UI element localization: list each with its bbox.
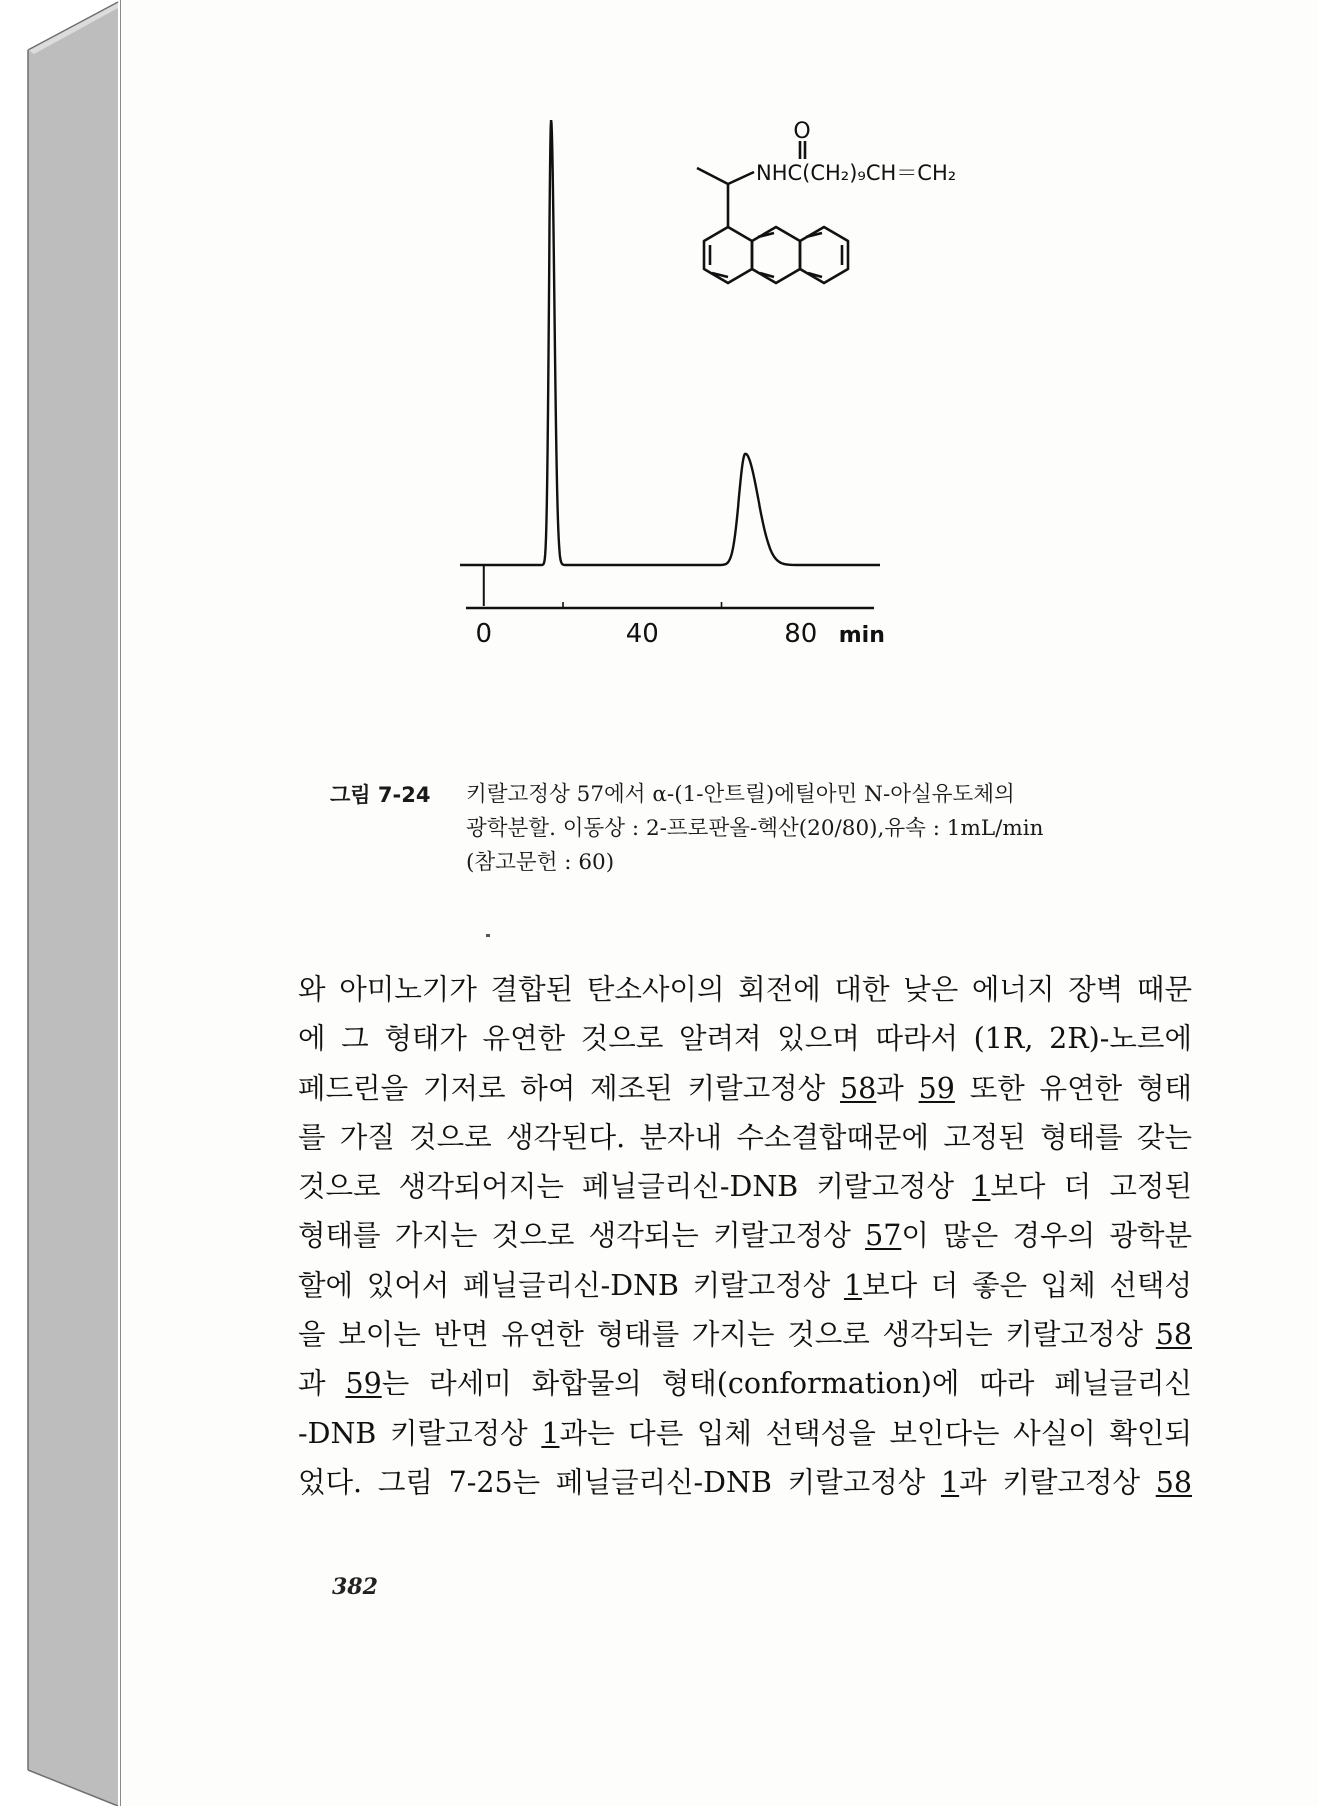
methyl-bond <box>697 168 728 184</box>
time-axis <box>466 602 885 649</box>
text-run: 는 라세미 화합물의 형태(conformation)에 따라 페닐글리신 <box>381 1367 1192 1401</box>
text-run: 과는 다른 입체 선택성을 보인다는 사실이 확인되 <box>559 1416 1192 1450</box>
compound-reference: 58 <box>1155 1465 1192 1499</box>
figure-chromatogram <box>460 120 1020 750</box>
compound-reference: 1 <box>972 1170 991 1204</box>
oxygen-label: O <box>793 120 811 144</box>
caption-line-3: (참고문헌 : 60) <box>466 850 615 875</box>
text-line <box>298 1409 1192 1458</box>
text-line <box>298 1064 1192 1113</box>
text-line <box>298 1310 1192 1359</box>
text-run: 과 <box>876 1071 919 1105</box>
compound-reference: 1 <box>843 1268 863 1302</box>
caption-line-2: 광학분할. 이동상 : 2-프로판올-헥산(20/80),유속 : 1mL/min <box>466 816 1044 841</box>
text-run: 또한 유연한 형태 <box>954 1071 1192 1105</box>
text-run: 페드린을 기저로 하여 제조된 키랄고정상 <box>298 1071 841 1105</box>
text-line <box>298 1211 1192 1260</box>
book-spine-edge <box>0 0 122 1806</box>
compound-reference: 58 <box>840 1071 877 1105</box>
text-run: 것으로 생각되어지는 페닐글리신-DNB 키랄고정상 <box>298 1170 973 1204</box>
side-chain-label: NHC(CH₂)₉CH＝CH₂ <box>756 161 957 185</box>
text-run: -DNB 키랄고정상 <box>298 1416 542 1450</box>
detector-signal <box>460 120 880 565</box>
scan-speck <box>486 934 490 937</box>
text-run: 할에 있어서 페닐글리신-DNB 키랄고정상 <box>298 1268 844 1302</box>
compound-reference: 57 <box>865 1219 902 1253</box>
nh-bond <box>728 172 754 184</box>
compound-reference: 58 <box>1155 1318 1192 1352</box>
text-line <box>298 1261 1192 1310</box>
figure-number: 그림 7-24 <box>330 783 431 807</box>
text-line <box>298 1359 1192 1408</box>
compound-reference: 59 <box>345 1367 382 1401</box>
text-run: 와 아미노기가 결합된 탄소사이의 회전에 대한 낮은 에너지 장벽 때문 <box>298 973 1192 1006</box>
text-line <box>298 1014 1192 1063</box>
axis-unit-label: min <box>838 623 885 648</box>
compound-reference: 1 <box>541 1416 560 1450</box>
compound-reference: 1 <box>940 1465 960 1499</box>
text-run: 보다 더 고정된 <box>990 1170 1192 1204</box>
text-run: 었다. 그림 7-25는 페닐글리신-DNB 키랄고정상 <box>298 1465 941 1499</box>
tick-label: 80 <box>784 619 818 649</box>
text-run: 을 보이는 반면 유연한 형태를 가지는 것으로 생각되는 키랄고정상 <box>298 1318 1156 1352</box>
text-line <box>298 1162 1192 1211</box>
text-line <box>298 1113 1192 1162</box>
page-number: 382 <box>332 1574 378 1600</box>
text-run: 과 키랄고정상 <box>959 1465 1156 1499</box>
chromatogram-trace <box>460 120 880 606</box>
caption-line-1: 키랄고정상 57에서 α-(1-안트릴)에틸아민 N-아실유도체의 <box>466 782 1015 807</box>
text-run: 형태를 가지는 것으로 생각되는 키랄고정상 <box>298 1219 866 1253</box>
tick-label: 0 <box>475 619 493 649</box>
tick-label: 40 <box>625 619 659 649</box>
text-line <box>298 965 1192 1014</box>
text-line <box>298 1458 1192 1507</box>
text-run: 이 많은 경우의 광학분 <box>901 1219 1192 1253</box>
text-run: 보다 더 좋은 입체 선택성 <box>862 1268 1192 1302</box>
text-run: 를 가질 것으로 생각된다. 분자내 수소결합때문에 고정된 형태를 갖는 <box>298 1120 1192 1154</box>
text-run: 에 그 형태가 유연한 것으로 알려져 있으며 따라서 (1R, 2R)-노르에 <box>298 1022 1192 1056</box>
body-paragraph <box>298 965 1192 1507</box>
compound-reference: 59 <box>918 1071 955 1105</box>
text-run: 과 <box>298 1367 346 1401</box>
